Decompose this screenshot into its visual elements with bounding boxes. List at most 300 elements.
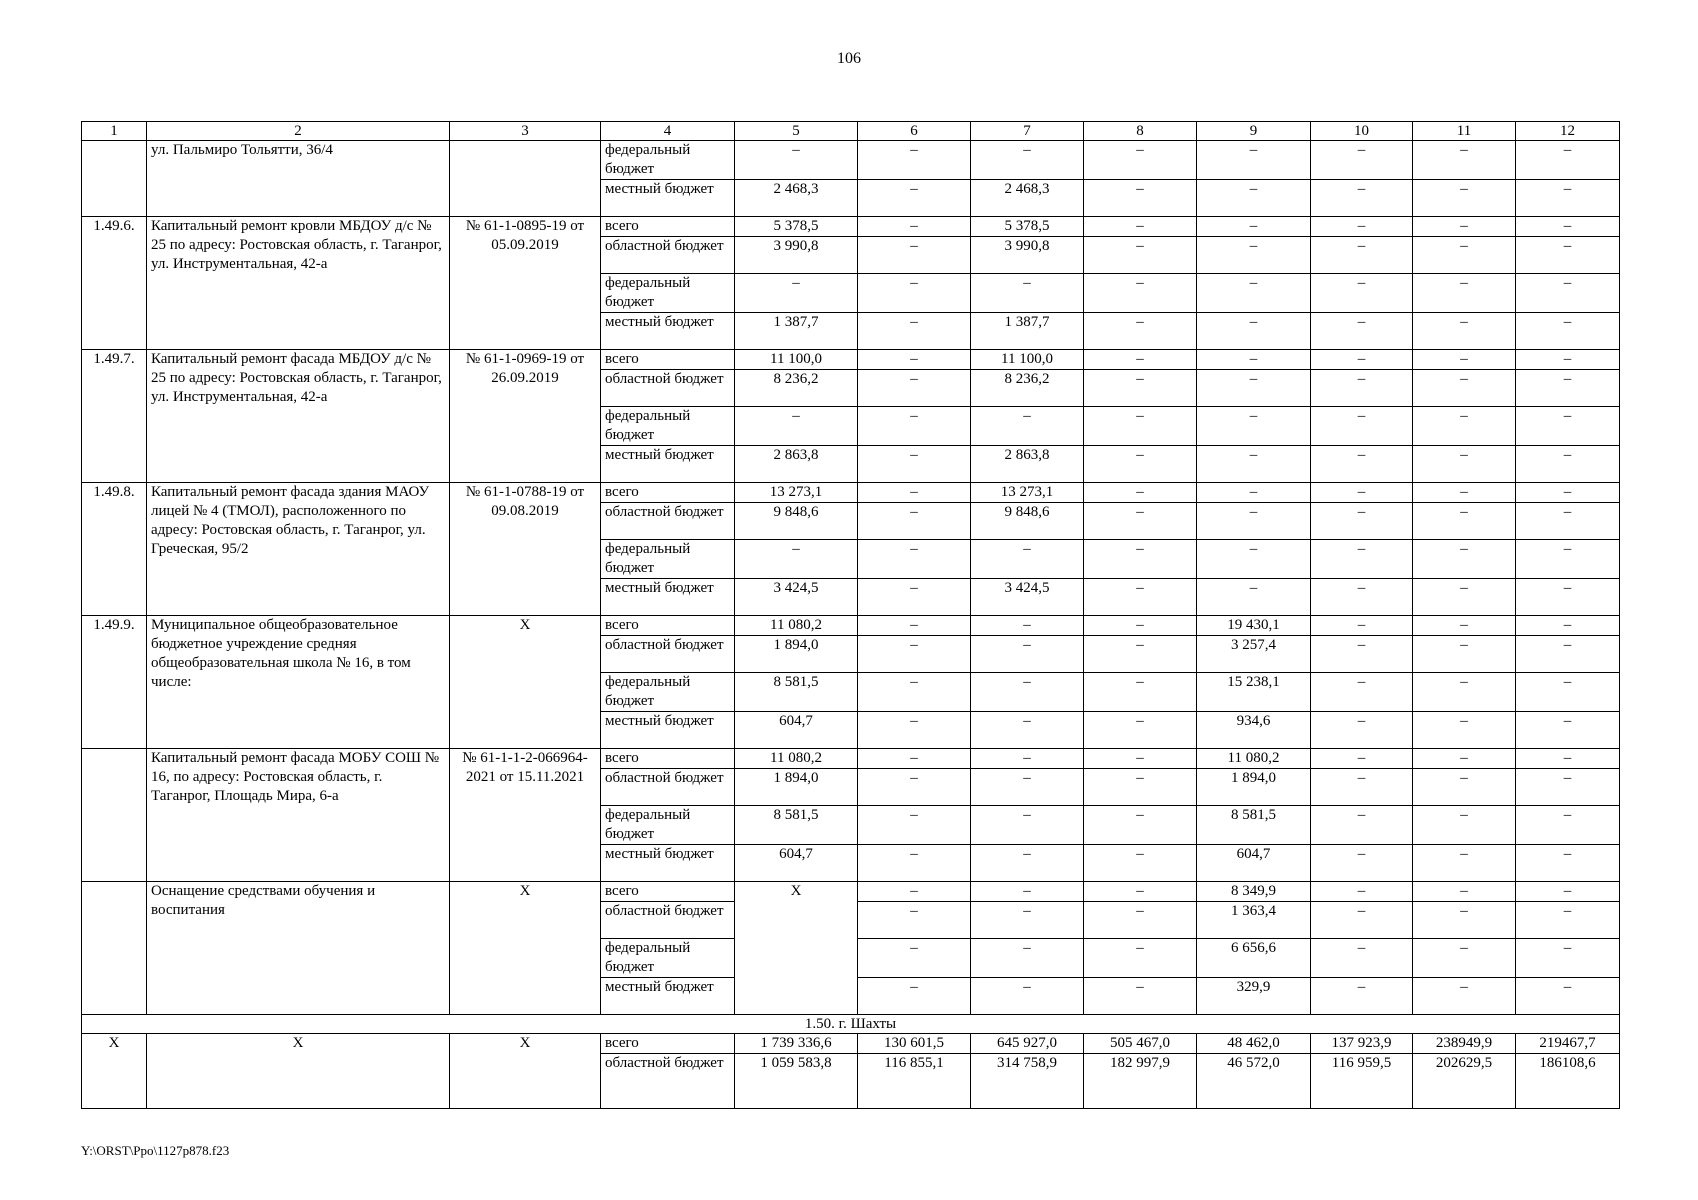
amount-cell: – bbox=[1413, 446, 1516, 483]
amount-cell: – bbox=[858, 939, 971, 978]
funding-source: федеральный бюджет bbox=[601, 274, 735, 313]
amount-cell: – bbox=[1311, 939, 1413, 978]
amount-cell: – bbox=[1311, 579, 1413, 616]
amount-cell: – bbox=[1516, 217, 1620, 237]
funding-source: местный бюджет bbox=[601, 180, 735, 217]
amount-cell: – bbox=[1516, 939, 1620, 978]
amount-cell: – bbox=[1084, 313, 1197, 350]
amount-cell: – bbox=[1197, 350, 1311, 370]
funding-source: местный бюджет bbox=[601, 313, 735, 350]
column-number: 12 bbox=[1516, 122, 1620, 141]
amount-cell: – bbox=[735, 540, 858, 579]
amount-cell: – bbox=[1516, 370, 1620, 407]
table-row bbox=[82, 749, 1620, 769]
amount-cell: – bbox=[971, 769, 1084, 806]
amount-cell: – bbox=[1311, 882, 1413, 902]
amount-cell: – bbox=[1516, 407, 1620, 446]
amount-cell: – bbox=[1084, 882, 1197, 902]
amount-cell: – bbox=[1084, 939, 1197, 978]
amount-cell: – bbox=[1413, 407, 1516, 446]
amount-cell: 11 080,2 bbox=[735, 749, 858, 769]
amount-cell: 11 100,0 bbox=[971, 350, 1084, 370]
amount-cell: – bbox=[971, 902, 1084, 939]
amount-cell: 1 894,0 bbox=[1197, 769, 1311, 806]
amount-cell: – bbox=[971, 673, 1084, 712]
funding-source: местный бюджет bbox=[601, 845, 735, 882]
amount-cell: – bbox=[735, 274, 858, 313]
amount-cell: 46 572,0 bbox=[1197, 1054, 1311, 1109]
column-number: 9 bbox=[1197, 122, 1311, 141]
object-name: Капитальный ремонт фасада МОБУ СОШ № 16, по адресу: Ростовская область, г. Таганрог, Площадь Мира, 6-а bbox=[147, 749, 450, 882]
expertise-document: Х bbox=[450, 882, 601, 1015]
amount-cell: 116 855,1 bbox=[858, 1054, 971, 1109]
amount-cell: – bbox=[858, 503, 971, 540]
amount-cell: – bbox=[1413, 769, 1516, 806]
amount-cell: – bbox=[1311, 274, 1413, 313]
amount-cell: 116 959,5 bbox=[1311, 1054, 1413, 1109]
amount-cell: – bbox=[1197, 313, 1311, 350]
amount-cell: 15 238,1 bbox=[1197, 673, 1311, 712]
amount-cell: – bbox=[1311, 636, 1413, 673]
funding-source: всего bbox=[601, 1034, 735, 1054]
expertise-document: № 61-1-0969-19 от 26.09.2019 bbox=[450, 350, 601, 483]
column-number: 11 bbox=[1413, 122, 1516, 141]
amount-cell: 238949,9 bbox=[1413, 1034, 1516, 1054]
funding-source: всего bbox=[601, 483, 735, 503]
amount-cell: 1 059 583,8 bbox=[735, 1054, 858, 1109]
amount-cell: 8 581,5 bbox=[735, 806, 858, 845]
amount-cell: 2 468,3 bbox=[971, 180, 1084, 217]
expertise-document: Х bbox=[450, 616, 601, 749]
amount-cell: – bbox=[858, 446, 971, 483]
amount-cell: – bbox=[1084, 503, 1197, 540]
amount-cell: – bbox=[858, 673, 971, 712]
amount-cell: – bbox=[1084, 237, 1197, 274]
amount-cell: 9 848,6 bbox=[971, 503, 1084, 540]
footer-file-path: Y:\ORST\Ppo\1127p878.f23 bbox=[81, 1143, 230, 1158]
amount-cell: 3 990,8 bbox=[971, 237, 1084, 274]
funding-source: федеральный бюджет bbox=[601, 806, 735, 845]
amount-cell: – bbox=[1197, 407, 1311, 446]
amount-cell: – bbox=[1311, 540, 1413, 579]
amount-cell: 2 863,8 bbox=[971, 446, 1084, 483]
amount-cell: 3 424,5 bbox=[971, 579, 1084, 616]
amount-cell: 11 100,0 bbox=[735, 350, 858, 370]
amount-cell: 1 387,7 bbox=[971, 313, 1084, 350]
amount-cell: – bbox=[1084, 350, 1197, 370]
amount-cell: – bbox=[971, 540, 1084, 579]
section-title: 1.50. г. Шахты bbox=[82, 1015, 1620, 1034]
amount-cell: 1 739 336,6 bbox=[735, 1034, 858, 1054]
amount-cell: – bbox=[1197, 237, 1311, 274]
table-row bbox=[82, 882, 1620, 902]
amount-cell: – bbox=[1197, 503, 1311, 540]
amount-cell: – bbox=[971, 407, 1084, 446]
amount-cell: 1 387,7 bbox=[735, 313, 858, 350]
column-number: 2 bbox=[147, 122, 450, 141]
amount-cell: – bbox=[1311, 978, 1413, 1015]
amount-cell: 604,7 bbox=[1197, 845, 1311, 882]
amount-cell: – bbox=[971, 636, 1084, 673]
amount-cell: – bbox=[971, 882, 1084, 902]
amount-cell: – bbox=[858, 616, 971, 636]
amount-cell: – bbox=[1197, 141, 1311, 180]
amount-cell: 8 236,2 bbox=[735, 370, 858, 407]
funding-source: областной бюджет bbox=[601, 636, 735, 673]
amount-cell: – bbox=[1413, 350, 1516, 370]
expertise-document: № 61-1-1-2-066964-2021 от 15.11.2021 bbox=[450, 749, 601, 882]
funding-source: федеральный бюджет bbox=[601, 673, 735, 712]
amount-cell: – bbox=[858, 350, 971, 370]
table-row bbox=[82, 141, 1620, 180]
amount-cell: – bbox=[1516, 350, 1620, 370]
amount-cell: – bbox=[971, 616, 1084, 636]
amount-cell: – bbox=[1084, 673, 1197, 712]
amount-cell: 8 236,2 bbox=[971, 370, 1084, 407]
amount-cell: – bbox=[1413, 313, 1516, 350]
amount-cell: – bbox=[971, 845, 1084, 882]
funding-source: местный бюджет bbox=[601, 712, 735, 749]
column-number: 6 bbox=[858, 122, 971, 141]
amount-cell: – bbox=[1084, 141, 1197, 180]
amount-cell: – bbox=[1197, 217, 1311, 237]
amount-cell: 1 894,0 bbox=[735, 636, 858, 673]
funding-source: местный бюджет bbox=[601, 978, 735, 1015]
amount-cell: – bbox=[1084, 274, 1197, 313]
amount-cell: 130 601,5 bbox=[858, 1034, 971, 1054]
amount-cell: – bbox=[1413, 882, 1516, 902]
amount-cell: 11 080,2 bbox=[1197, 749, 1311, 769]
amount-cell: – bbox=[1516, 673, 1620, 712]
amount-cell: – bbox=[858, 407, 971, 446]
amount-cell: – bbox=[1413, 749, 1516, 769]
amount-cell: – bbox=[1516, 978, 1620, 1015]
amount-cell: – bbox=[858, 712, 971, 749]
funding-source: областной бюджет bbox=[601, 370, 735, 407]
amount-cell: – bbox=[1413, 845, 1516, 882]
amount-cell: 329,9 bbox=[1197, 978, 1311, 1015]
amount-cell: – bbox=[1311, 806, 1413, 845]
funding-source: областной бюджет bbox=[601, 769, 735, 806]
expertise-document bbox=[450, 141, 601, 217]
amount-cell: – bbox=[735, 407, 858, 446]
item-number bbox=[82, 749, 147, 882]
amount-cell: – bbox=[1084, 749, 1197, 769]
page-number: 106 bbox=[837, 50, 861, 67]
amount-cell: – bbox=[1516, 540, 1620, 579]
object-name: Капитальный ремонт кровли МБДОУ д/с № 25 по адресу: Ростовская область, г. Таганрог, ул. Инструментальная, 42-а bbox=[147, 217, 450, 350]
amount-cell: – bbox=[1197, 370, 1311, 407]
amount-cell: – bbox=[1413, 939, 1516, 978]
amount-cell: – bbox=[1516, 503, 1620, 540]
column-number-header bbox=[82, 122, 1620, 141]
amount-cell: – bbox=[858, 845, 971, 882]
item-number bbox=[82, 141, 147, 217]
amount-cell: – bbox=[1516, 769, 1620, 806]
amount-cell: 3 424,5 bbox=[735, 579, 858, 616]
amount-cell: 505 467,0 bbox=[1084, 1034, 1197, 1054]
expertise-document: Х bbox=[450, 1034, 601, 1109]
amount-cell: 5 378,5 bbox=[971, 217, 1084, 237]
amount-cell: 11 080,2 bbox=[735, 616, 858, 636]
amount-cell: – bbox=[1084, 540, 1197, 579]
amount-cell: – bbox=[1084, 370, 1197, 407]
amount-cell: – bbox=[858, 749, 971, 769]
amount-cell: 48 462,0 bbox=[1197, 1034, 1311, 1054]
amount-cell: – bbox=[1311, 749, 1413, 769]
amount-cell: 13 273,1 bbox=[971, 483, 1084, 503]
amount-cell: – bbox=[1516, 141, 1620, 180]
amount-cell: – bbox=[1413, 217, 1516, 237]
amount-cell: 1 363,4 bbox=[1197, 902, 1311, 939]
amount-cell: – bbox=[1084, 407, 1197, 446]
amount-cell: – bbox=[1311, 503, 1413, 540]
amount-cell: – bbox=[858, 274, 971, 313]
amount-cell: – bbox=[1084, 636, 1197, 673]
item-number: 1.49.7. bbox=[82, 350, 147, 483]
table-row bbox=[82, 616, 1620, 636]
amount-cell: 13 273,1 bbox=[735, 483, 858, 503]
amount-cell: – bbox=[1413, 579, 1516, 616]
amount-cell: Х bbox=[735, 882, 858, 1015]
amount-cell: – bbox=[971, 274, 1084, 313]
amount-cell: – bbox=[1197, 274, 1311, 313]
amount-cell: – bbox=[1311, 180, 1413, 217]
amount-cell: – bbox=[1516, 180, 1620, 217]
amount-cell: – bbox=[1413, 237, 1516, 274]
amount-cell: 2 863,8 bbox=[735, 446, 858, 483]
amount-cell: – bbox=[971, 978, 1084, 1015]
amount-cell: – bbox=[858, 370, 971, 407]
amount-cell: – bbox=[1516, 845, 1620, 882]
amount-cell: – bbox=[858, 579, 971, 616]
item-number: 1.49.6. bbox=[82, 217, 147, 350]
column-number: 5 bbox=[735, 122, 858, 141]
amount-cell: – bbox=[858, 636, 971, 673]
amount-cell: – bbox=[1311, 616, 1413, 636]
amount-cell: – bbox=[1516, 274, 1620, 313]
amount-cell: – bbox=[858, 769, 971, 806]
object-name: Оснащение средствами обучения и воспитания bbox=[147, 882, 450, 1015]
section-row bbox=[82, 1015, 1620, 1034]
amount-cell: 604,7 bbox=[735, 712, 858, 749]
amount-cell: – bbox=[971, 749, 1084, 769]
amount-cell: – bbox=[1197, 483, 1311, 503]
amount-cell: – bbox=[1516, 446, 1620, 483]
amount-cell: 1 894,0 bbox=[735, 769, 858, 806]
funding-source: всего bbox=[601, 217, 735, 237]
amount-cell: – bbox=[1413, 141, 1516, 180]
amount-cell: – bbox=[735, 141, 858, 180]
amount-cell: – bbox=[971, 141, 1084, 180]
amount-cell: – bbox=[1413, 806, 1516, 845]
amount-cell: – bbox=[1413, 712, 1516, 749]
amount-cell: – bbox=[1084, 712, 1197, 749]
amount-cell: – bbox=[1084, 446, 1197, 483]
amount-cell: 8 581,5 bbox=[735, 673, 858, 712]
funding-source: федеральный бюджет bbox=[601, 540, 735, 579]
amount-cell: – bbox=[858, 882, 971, 902]
item-number: 1.49.8. bbox=[82, 483, 147, 616]
amount-cell: – bbox=[1084, 180, 1197, 217]
amount-cell: 202629,5 bbox=[1413, 1054, 1516, 1109]
column-number: 3 bbox=[450, 122, 601, 141]
table-row bbox=[82, 483, 1620, 503]
amount-cell: – bbox=[971, 712, 1084, 749]
table-row bbox=[82, 350, 1620, 370]
amount-cell: – bbox=[1516, 712, 1620, 749]
item-number: Х bbox=[82, 1034, 147, 1109]
amount-cell: – bbox=[1516, 313, 1620, 350]
funding-source: местный бюджет bbox=[601, 579, 735, 616]
amount-cell: – bbox=[1516, 579, 1620, 616]
amount-cell: – bbox=[1084, 769, 1197, 806]
amount-cell: – bbox=[1311, 712, 1413, 749]
object-name: Х bbox=[147, 1034, 450, 1109]
amount-cell: – bbox=[1084, 902, 1197, 939]
funding-source: областной бюджет bbox=[601, 503, 735, 540]
amount-cell: 2 468,3 bbox=[735, 180, 858, 217]
amount-cell: – bbox=[1516, 616, 1620, 636]
funding-source: областной бюджет bbox=[601, 902, 735, 939]
amount-cell: – bbox=[858, 540, 971, 579]
amount-cell: – bbox=[1311, 370, 1413, 407]
funding-source: федеральный бюджет bbox=[601, 939, 735, 978]
amount-cell: 314 758,9 bbox=[971, 1054, 1084, 1109]
amount-cell: – bbox=[1413, 902, 1516, 939]
amount-cell: – bbox=[858, 806, 971, 845]
amount-cell: – bbox=[1311, 902, 1413, 939]
funding-source: всего bbox=[601, 749, 735, 769]
amount-cell: – bbox=[971, 939, 1084, 978]
funding-source: всего bbox=[601, 882, 735, 902]
expertise-document: № 61-1-0895-19 от 05.09.2019 bbox=[450, 217, 601, 350]
object-name: Капитальный ремонт фасада МБДОУ д/с № 25 по адресу: Ростовская область, г. Таганрог, ул. Инструментальная, 42-а bbox=[147, 350, 450, 483]
budget-table bbox=[81, 121, 1620, 1109]
amount-cell: – bbox=[1197, 446, 1311, 483]
amount-cell: – bbox=[1311, 673, 1413, 712]
amount-cell: 8 349,9 bbox=[1197, 882, 1311, 902]
amount-cell: – bbox=[1311, 350, 1413, 370]
amount-cell: 3 990,8 bbox=[735, 237, 858, 274]
amount-cell: – bbox=[1516, 749, 1620, 769]
table-row bbox=[82, 217, 1620, 237]
amount-cell: 8 581,5 bbox=[1197, 806, 1311, 845]
item-number bbox=[82, 882, 147, 1015]
amount-cell: – bbox=[1413, 370, 1516, 407]
table-row bbox=[82, 1034, 1620, 1054]
amount-cell: – bbox=[1311, 217, 1413, 237]
amount-cell: – bbox=[1197, 579, 1311, 616]
amount-cell: – bbox=[1413, 636, 1516, 673]
column-number: 8 bbox=[1084, 122, 1197, 141]
amount-cell: – bbox=[1084, 217, 1197, 237]
amount-cell: – bbox=[1413, 540, 1516, 579]
amount-cell: – bbox=[1311, 237, 1413, 274]
amount-cell: 645 927,0 bbox=[971, 1034, 1084, 1054]
amount-cell: – bbox=[1084, 978, 1197, 1015]
column-number: 7 bbox=[971, 122, 1084, 141]
funding-source: всего bbox=[601, 350, 735, 370]
amount-cell: 137 923,9 bbox=[1311, 1034, 1413, 1054]
amount-cell: – bbox=[971, 806, 1084, 845]
amount-cell: – bbox=[1413, 274, 1516, 313]
amount-cell: – bbox=[1516, 882, 1620, 902]
amount-cell: – bbox=[1413, 616, 1516, 636]
amount-cell: – bbox=[1413, 673, 1516, 712]
amount-cell: – bbox=[1516, 483, 1620, 503]
amount-cell: – bbox=[1311, 407, 1413, 446]
column-number: 1 bbox=[82, 122, 147, 141]
amount-cell: 3 257,4 bbox=[1197, 636, 1311, 673]
amount-cell: – bbox=[858, 902, 971, 939]
funding-source: областной бюджет bbox=[601, 237, 735, 274]
funding-source: всего bbox=[601, 616, 735, 636]
amount-cell: – bbox=[1311, 483, 1413, 503]
amount-cell: – bbox=[858, 483, 971, 503]
amount-cell: 934,6 bbox=[1197, 712, 1311, 749]
column-number: 10 bbox=[1311, 122, 1413, 141]
amount-cell: – bbox=[1311, 141, 1413, 180]
object-name: Муниципальное общеобразовательное бюджетное учреждение средняя общеобразовательная школа № 16, в том числе: bbox=[147, 616, 450, 749]
funding-source: федеральный бюджет bbox=[601, 141, 735, 180]
amount-cell: 604,7 bbox=[735, 845, 858, 882]
amount-cell: 219467,7 bbox=[1516, 1034, 1620, 1054]
funding-source: федеральный бюджет bbox=[601, 407, 735, 446]
funding-source: местный бюджет bbox=[601, 446, 735, 483]
amount-cell: – bbox=[1516, 902, 1620, 939]
amount-cell: – bbox=[1516, 237, 1620, 274]
object-name: ул. Пальмиро Тольятти, 36/4 bbox=[147, 141, 450, 217]
item-number: 1.49.9. bbox=[82, 616, 147, 749]
amount-cell: – bbox=[1413, 978, 1516, 1015]
amount-cell: – bbox=[1084, 579, 1197, 616]
amount-cell: – bbox=[1084, 806, 1197, 845]
amount-cell: – bbox=[1197, 540, 1311, 579]
amount-cell: – bbox=[1084, 845, 1197, 882]
amount-cell: – bbox=[1516, 806, 1620, 845]
amount-cell: – bbox=[1311, 313, 1413, 350]
amount-cell: – bbox=[1311, 845, 1413, 882]
object-name: Капитальный ремонт фасада здания МАОУ лицей № 4 (ТМОЛ), расположенного по адресу: Ростовская область, г. Таганрог, ул. Греческая, 95/2 bbox=[147, 483, 450, 616]
amount-cell: 186108,6 bbox=[1516, 1054, 1620, 1109]
amount-cell: – bbox=[858, 141, 971, 180]
amount-cell: – bbox=[1413, 180, 1516, 217]
amount-cell: – bbox=[858, 978, 971, 1015]
amount-cell: – bbox=[858, 237, 971, 274]
amount-cell: – bbox=[1311, 769, 1413, 806]
amount-cell: 5 378,5 bbox=[735, 217, 858, 237]
amount-cell: – bbox=[1311, 446, 1413, 483]
amount-cell: 6 656,6 bbox=[1197, 939, 1311, 978]
amount-cell: – bbox=[1516, 636, 1620, 673]
amount-cell: – bbox=[1413, 483, 1516, 503]
table-body bbox=[82, 122, 1620, 1109]
amount-cell: 182 997,9 bbox=[1084, 1054, 1197, 1109]
amount-cell: 19 430,1 bbox=[1197, 616, 1311, 636]
amount-cell: – bbox=[1084, 483, 1197, 503]
column-number: 4 bbox=[601, 122, 735, 141]
amount-cell: – bbox=[1084, 616, 1197, 636]
amount-cell: – bbox=[1413, 503, 1516, 540]
amount-cell: – bbox=[1197, 180, 1311, 217]
amount-cell: – bbox=[858, 217, 971, 237]
amount-cell: 9 848,6 bbox=[735, 503, 858, 540]
amount-cell: – bbox=[858, 180, 971, 217]
amount-cell: – bbox=[858, 313, 971, 350]
expertise-document: № 61-1-0788-19 от 09.08.2019 bbox=[450, 483, 601, 616]
funding-source: областной бюджет bbox=[601, 1054, 735, 1109]
